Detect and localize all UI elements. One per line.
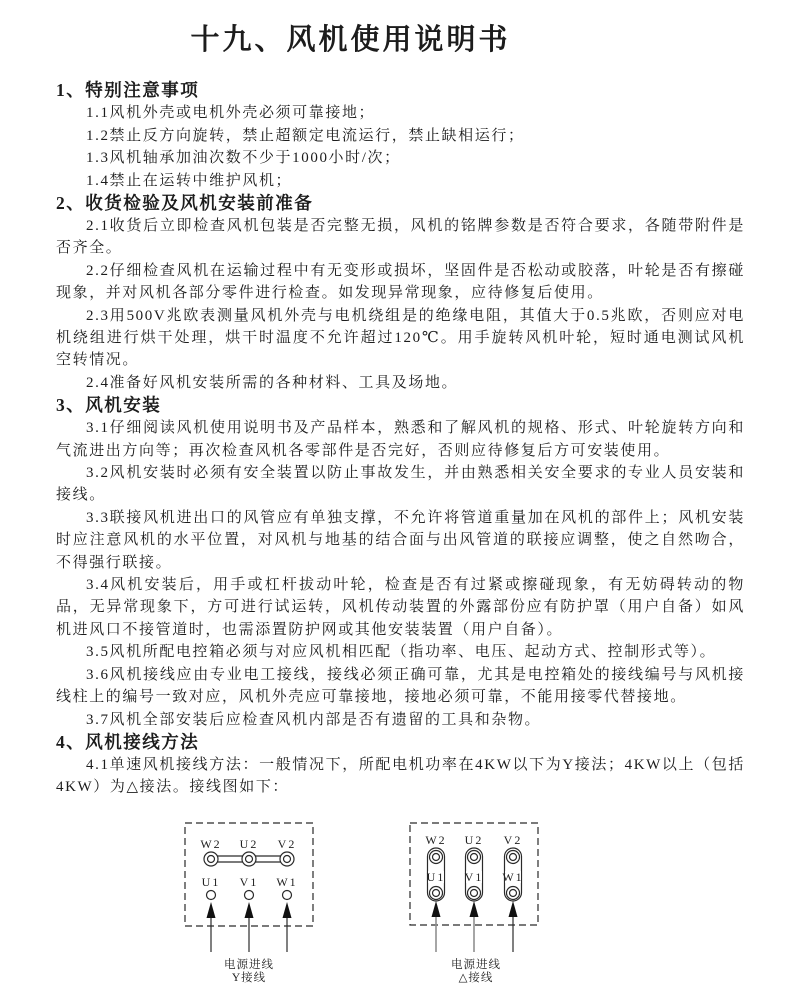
paragraph-3-2: 3.2风机安装时必须有安全装置以防止事故发生，并由熟悉相关安全要求的专业人员安装和接线。 (56, 465, 745, 504)
power-arrow (283, 902, 292, 952)
paragraph-3-1: 3.1仔细阅读风机使用说明书及产品样本，熟悉和了解风机的规格、形式、叶轮旋转方向和气流进出方向等；再次检查风机各零部件是否完好，否则应待修复后方可安装使用。 (56, 420, 745, 459)
section-wiring-method (56, 731, 745, 799)
power-arrow (509, 901, 518, 952)
arrow-head-icon (432, 901, 441, 917)
section-1-heading: 1、特别注意事项 (56, 80, 200, 101)
terminal-circle-inner (510, 854, 517, 861)
top-terminal-u2 (240, 837, 259, 866)
terminal-circle-inner (510, 890, 517, 897)
paragraph-1-2: 1.2禁止反方向旋转，禁止超额定电流运行，禁止缺相运行； (86, 127, 525, 144)
terminal-link-v2-w1 (502, 833, 523, 901)
paragraph-3-4: 3.4风机安装后，用手或杠杆拔动叶轮，检查是否有过紧或擦碰现象，有无妨碍转动的物品，无异常现象下，方可进行试运转，风机传动装置的外露部份应有防护罩（用户自备）如风机进风口不接管道时，也需添置防护网或其他安装装置（用户自备）。 (56, 577, 745, 638)
terminal-link-u2-v1 (465, 833, 484, 901)
terminal-label: U1 (426, 870, 446, 884)
terminal-circle-inner (433, 854, 440, 861)
paragraph-1-4: 1.4禁止在运转中维护风机； (86, 172, 293, 189)
diagram-caption-line2: Y接线 (231, 972, 267, 984)
arrow-head-icon (283, 902, 292, 918)
power-arrow (207, 902, 216, 952)
paragraph-2-2: 2.2仔细检查风机在运输过程中有无变形或损坏，坚固件是否松动或胶落，叶轮是否有擦碰现象，并对风机各部分零件进行检查。如发现异常现象，应待修复后使用。 (56, 262, 745, 302)
section-special-notes (56, 79, 745, 192)
paragraph-4-1: 4.1单速风机接线方法：一般情况下，所配电机功率在4KW以下为Y接法；4KW以上（包括4KW）为△接法。接线图如下： (56, 756, 745, 796)
section-4-heading: 4、风机接线方法 (56, 731, 200, 752)
diagram-caption-line2: △接线 (458, 972, 494, 984)
delta-connection-diagram (395, 812, 560, 990)
page-title: 十九、风机使用说明书 (190, 24, 511, 56)
arrow-head-icon (470, 901, 479, 917)
paragraph-3-7: 3.7风机全部安装后应检查风机内部是否有遗留的工具和杂物。 (86, 711, 542, 728)
terminal-label: V2 (277, 837, 297, 851)
bottom-terminal-w1 (276, 875, 297, 900)
section-3-heading: 3、风机安装 (56, 395, 162, 416)
paragraph-2-1: 2.1收货后立即检查风机包装是否完整无损，风机的铭牌参数是否符合要求，各随带附件是否齐全。 (56, 217, 745, 257)
terminal-circle-inner (246, 856, 253, 863)
section-2-heading: 2、收货检验及风机安装前准备 (56, 192, 314, 213)
paragraph-2-3: 2.3用500V兆欧表测量风机外壳与电机绕组是的绝缘电阻，其值大于0.5兆欧，否则应对电机绕组进行烘干处理，烘干时温度不允许超过120℃。用手旋转风机叶轮，短时通电测试风机空转情况。 (56, 307, 745, 369)
terminal-link-w2-u1 (425, 833, 446, 901)
bottom-terminal-u1 (202, 875, 221, 900)
terminal-circle-inner (471, 854, 478, 861)
arrow-head-icon (245, 902, 254, 918)
terminal-circle (283, 891, 292, 900)
terminal-circle-inner (433, 890, 440, 897)
arrow-head-icon (207, 902, 216, 918)
terminal-label: U2 (464, 833, 484, 847)
wiring-diagrams (0, 812, 800, 1000)
terminal-circle-inner (208, 856, 215, 863)
y-connection-diagram (170, 812, 330, 990)
terminal-label: W2 (425, 833, 447, 847)
terminal-label: W1 (502, 870, 524, 884)
terminal-label: U1 (201, 875, 221, 889)
terminal-label: V1 (239, 875, 259, 889)
arrow-head-icon (509, 901, 518, 917)
terminal-label: W1 (276, 875, 298, 889)
terminal-circle (207, 891, 216, 900)
power-arrow (432, 901, 441, 952)
paragraph-3-5: 3.5风机所配电控箱必须与对应风机相匹配（指功率、电压、起动方式、控制形式等）。 (86, 644, 717, 661)
terminal-label: V1 (464, 870, 484, 884)
terminal-label: V2 (503, 833, 523, 847)
section-receiving-inspection (56, 192, 745, 394)
paragraph-1-3: 1.3风机轴承加油次数不少于1000小时/次； (86, 150, 401, 167)
diagram-caption-line1: 电源进线 (224, 959, 274, 971)
paragraph-2-4: 2.4准备好风机安装所需的各种材料、工具及场地。 (86, 374, 459, 391)
paragraph-3-6: 3.6风机接线应由专业电工接线，接线必须正确可靠，尤其是电控箱处的接线编号与风机接线柱上的编号一致对应，风机外壳应可靠接地，接地必须可靠，不能用接零代替接地。 (56, 666, 745, 706)
diagram-caption-line1: 电源进线 (451, 959, 501, 971)
terminal-label: U2 (239, 837, 259, 851)
terminal-circle-inner (284, 856, 291, 863)
paragraph-1-1: 1.1风机外壳或电机外壳必须可靠接地； (86, 105, 376, 122)
paragraph-3-3: 3.3联接风机进出口的风管应有单独支撑，不允许将管道重量加在风机的部件上；风机安装时应注意风机的水平位置，对风机与地基的结合面与出风管道的联接应调整，使之自然吻合，不得强行联接。 (56, 509, 745, 571)
power-arrow (470, 901, 479, 952)
power-arrow (245, 902, 254, 952)
section-fan-installation (56, 394, 745, 731)
terminal-label: W2 (200, 837, 222, 851)
terminal-circle-inner (471, 890, 478, 897)
terminal-circle (245, 891, 254, 900)
bottom-terminal-v1 (240, 875, 259, 900)
top-terminal-v2 (278, 837, 297, 866)
